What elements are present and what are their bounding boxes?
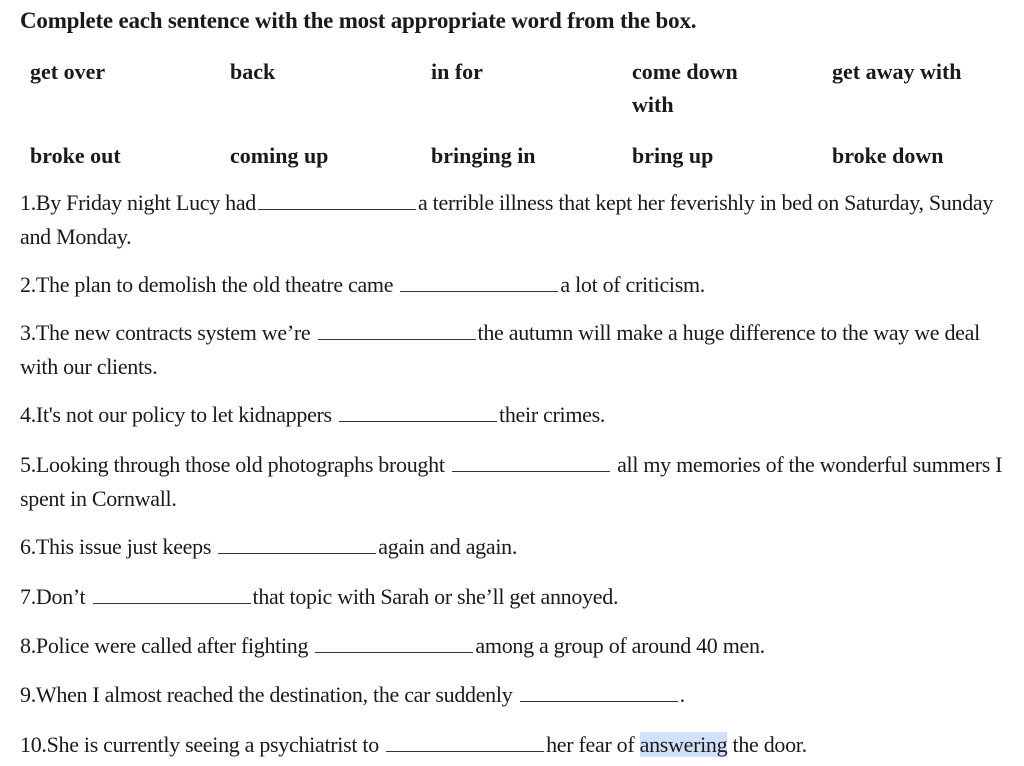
sentence-text: 7.Don’t xyxy=(20,584,86,609)
sentence-text: 10.She is currently seeing a psychiatrist to xyxy=(20,732,379,757)
sentence-text: 6.This issue just keeps xyxy=(20,534,212,559)
word-option: bringing in xyxy=(431,143,536,168)
answer-blank[interactable] xyxy=(520,681,678,702)
sentence-text: a terrible illness that kept her feverishly in bed on Saturday, Sunday and Monday. xyxy=(20,190,994,249)
sentence-10 xyxy=(20,728,1020,762)
sentence-text: 4.It's not our policy to let kidnappers xyxy=(20,402,332,427)
sentence-text: 1.By Friday night Lucy had xyxy=(20,190,257,215)
word-option: bring up xyxy=(632,143,714,168)
sentence-8 xyxy=(20,629,1020,663)
sentence-text: the autumn will make a huge difference to the way we deal with our clients. xyxy=(20,320,980,379)
highlighted-word[interactable]: answering xyxy=(639,732,728,757)
sentence-text: the door. xyxy=(732,732,807,757)
answer-blank[interactable] xyxy=(318,319,476,340)
word-row-1 xyxy=(30,55,1020,139)
sentence-2 xyxy=(20,268,1020,302)
answer-blank[interactable] xyxy=(452,451,610,472)
word-box xyxy=(30,55,1020,179)
sentence-text: 8.Police were called after fighting xyxy=(20,633,309,658)
answer-blank[interactable] xyxy=(93,583,251,604)
sentence-text: 5.Looking through those old photographs brought xyxy=(20,452,445,477)
answer-blank[interactable] xyxy=(218,533,376,554)
sentence-text: that topic with Sarah or she’ll get annoyed. xyxy=(252,584,619,609)
sentence-6 xyxy=(20,530,1020,564)
word-option: come down with xyxy=(632,59,738,117)
sentence-text: . xyxy=(679,682,685,707)
answer-blank[interactable] xyxy=(315,632,473,653)
sentence-1 xyxy=(20,186,1020,254)
sentence-text: again and again. xyxy=(378,534,518,559)
word-row-2 xyxy=(30,139,1020,179)
answer-blank[interactable] xyxy=(339,401,497,422)
sentence-3 xyxy=(20,316,1020,384)
answer-blank[interactable] xyxy=(400,271,558,292)
word-option: broke down xyxy=(832,143,944,168)
sentence-text: a lot of criticism. xyxy=(560,272,706,297)
sentence-text: 3.The new contracts system we’re xyxy=(20,320,311,345)
word-option: in for xyxy=(431,59,483,84)
sentence-text: among a group of around 40 men. xyxy=(475,633,765,658)
sentence-text: her fear of xyxy=(546,732,635,757)
exercise-title: Complete each sentence with the most appropriate word from the box. xyxy=(20,8,697,33)
word-option: coming up xyxy=(230,143,329,168)
sentence-text: 9.When I almost reached the destination, the car suddenly xyxy=(20,682,513,707)
sentence-text: all my memories of the wonderful summers I spent in Cornwall. xyxy=(20,452,1003,511)
sentence-5 xyxy=(20,448,1020,516)
word-option: get away with xyxy=(832,59,962,84)
sentence-text: their crimes. xyxy=(499,402,606,427)
word-option: back xyxy=(230,59,276,84)
answer-blank[interactable] xyxy=(258,189,416,210)
word-option: get over xyxy=(30,59,106,84)
answer-blank[interactable] xyxy=(386,731,544,752)
sentence-4 xyxy=(20,398,1020,432)
sentence-7 xyxy=(20,580,1020,614)
sentence-text: 2.The plan to demolish the old theatre came xyxy=(20,272,394,297)
word-option: broke out xyxy=(30,143,121,168)
sentence-9 xyxy=(20,678,1020,712)
